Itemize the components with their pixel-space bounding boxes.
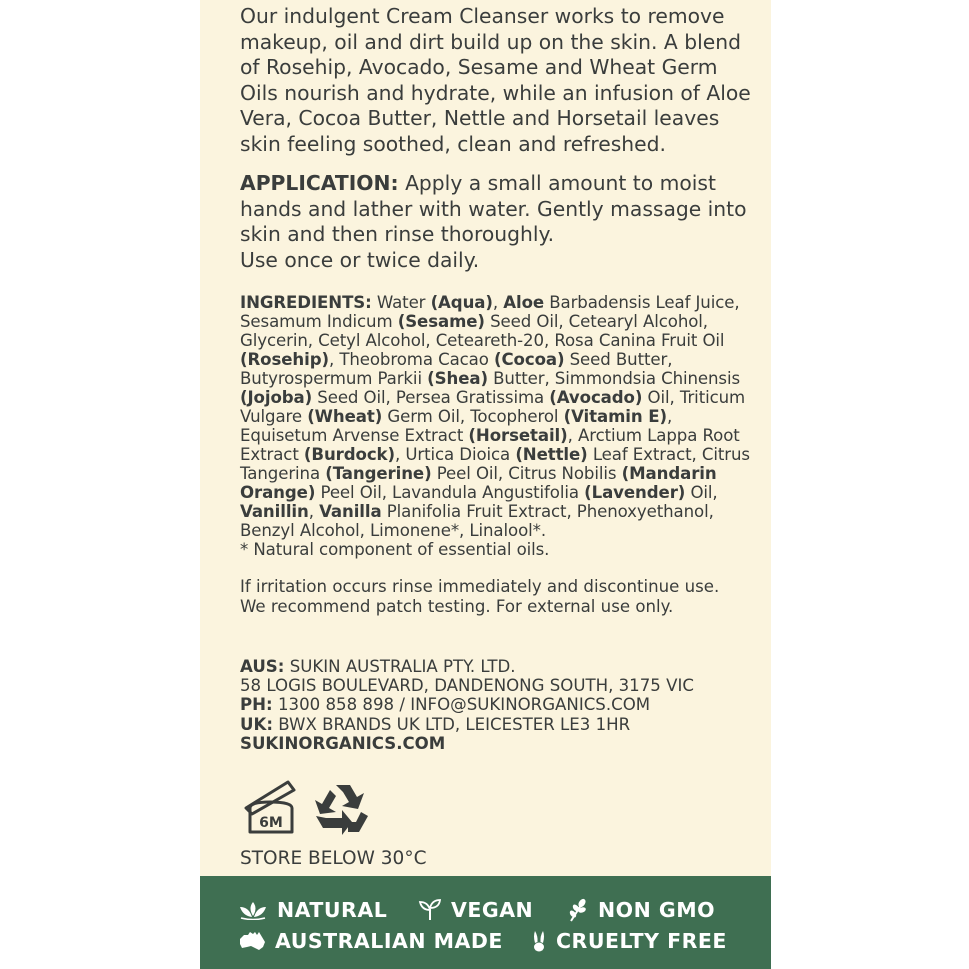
warning-section [240, 577, 760, 616]
badge-australian-made [238, 929, 503, 953]
ingredient-common-name: (Vitamin E) [563, 407, 667, 426]
badge-natural-label: NATURAL [277, 898, 388, 922]
ingredient-common-name: (Burdock) [303, 445, 395, 464]
ingredient-common-name: (Tangerine) [325, 464, 432, 483]
aus-label: AUS: [240, 657, 285, 676]
ingredient-common-name: (Shea) [427, 369, 488, 388]
ingredient-common-name: (Horsetail) [468, 426, 568, 445]
application-text: Apply a small amount to moist hands and lather with water. Gently massage into skin and then rinse thoroughly. [240, 171, 747, 246]
phone-value: 1300 858 898 / INFO@SUKINORGANICS.COM [277, 695, 651, 715]
ingredient-common-name: Vanilla [319, 502, 382, 521]
ingredient-text: Peel Oil, Lavandula Angustifolia [315, 483, 585, 502]
ingredient-text: , Theobroma Cacao [328, 350, 494, 369]
badge-vegan-label: VEGAN [451, 898, 534, 922]
ingredient-common-name: (Avocado) [549, 388, 643, 407]
ingredient-common-name: (Wheat) [307, 407, 383, 426]
aus-company: SUKIN AUSTRALIA PTY. LTD. [289, 657, 516, 676]
badge-australian-made-label: AUSTRALIAN MADE [275, 929, 503, 953]
address-section [240, 657, 760, 753]
uk-label: UK: [240, 714, 273, 734]
aus-street: 58 LOGIS BOULEVARD, DANDENONG SOUTH, 3175 VIC [240, 676, 694, 696]
ingredient-text: Butter, Simmondsia Chinensis [487, 369, 741, 388]
ingredients-note: * Natural component of essential oils. [240, 540, 550, 559]
ingredient-common-name: (Aqua) [430, 293, 493, 312]
bunny-icon [531, 930, 547, 952]
symbols-row [242, 778, 382, 838]
sprout-icon [418, 899, 442, 921]
ingredient-text: Leaf Extract, Citrus Tangerina [240, 445, 750, 483]
ingredients-list [240, 293, 750, 540]
ingredient-common-name: (Cocoa) [493, 350, 565, 369]
ingredient-text: , Equisetum Arvense Extract [240, 407, 673, 445]
website: SUKINORGANICS.COM [240, 733, 446, 753]
warning-line-1: If irritation occurs rinse immediately and discontinue use. [240, 577, 720, 596]
ingredient-common-name: (Mandarin Orange) [240, 464, 717, 502]
ingredients-label: INGREDIENTS: [240, 293, 372, 312]
label-content [240, 4, 760, 753]
uk-value: BWX BRANDS UK LTD, LEICESTER LE3 1HR [278, 714, 631, 734]
ingredient-text: , [308, 502, 320, 521]
ingredient-text: Germ Oil, Tocopherol [382, 407, 564, 426]
application-usage: Use once or twice daily. [240, 247, 480, 272]
ingredient-common-name: (Lavender) [584, 483, 686, 502]
ingredient-text: Oil, Triticum Vulgare [240, 388, 746, 426]
ingredient-text: Water [371, 293, 431, 312]
australia-map-icon [238, 930, 266, 952]
ingredient-text: , Arctium Lappa Root Extract [240, 426, 740, 464]
badge-natural [238, 898, 387, 922]
ingredient-common-name: (Nettle) [515, 445, 588, 464]
ingredient-common-name: Aloe [503, 293, 545, 312]
badge-non-gmo-label: NON GMO [598, 898, 716, 922]
ingredient-common-name: (Rosehip) [240, 350, 329, 369]
badge-non-gmo [567, 898, 715, 922]
application-label: APPLICATION: [240, 171, 399, 195]
ingredients-section [240, 293, 760, 559]
ingredient-text: Oil, [685, 483, 718, 502]
pao-label: 6M [259, 815, 283, 831]
ingredient-text: , Urtica Dioica [394, 445, 516, 464]
badge-cruelty-free-label: CRUELTY FREE [556, 929, 727, 953]
storage-text: STORE BELOW 30°C [240, 848, 427, 869]
ingredient-text: Barbadensis Leaf Juice, Sesamum Indicum [240, 293, 740, 331]
warning-line-2: We recommend patch testing. For external use only. [240, 596, 674, 616]
recycle-icon [312, 782, 374, 836]
phone-label: PH: [240, 695, 273, 715]
claims-banner [200, 876, 771, 969]
ingredient-text: Seed Oil, Persea Gratissima [312, 388, 550, 407]
ingredient-text: Planifolia Fruit Extract, Phenoxyethanol, Benzyl Alcohol, Limonene*, Linalool*. [240, 502, 714, 540]
badge-cruelty-free [531, 929, 727, 953]
ingredient-text: Seed Oil, Cetearyl Alcohol, Glycerin, Cetyl Alcohol, Ceteareth-20, Rosa Canina Fruit Oil [240, 312, 725, 350]
product-description: Our indulgent Cream Cleanser works to remove makeup, oil and dirt build up on the skin. A blend of Rosehip, Avocado, Sesame and Wheat Germ Oils nourish and hydrate, while an infusion of Aloe Vera, Cocoa Butter, Nettle and Horsetail leaves skin feeling soothed, clean and refreshed. [240, 4, 751, 156]
ingredient-text: , [492, 293, 504, 312]
period-after-opening-icon [242, 778, 298, 836]
ingredient-common-name: Vanillin [240, 502, 309, 521]
ingredient-common-name: (Jojoba) [240, 388, 313, 407]
ingredient-text: Seed Butter, Butyrospermum Parkii [240, 350, 673, 388]
application-section [240, 171, 760, 273]
ingredient-common-name: (Sesame) [397, 312, 485, 331]
ingredient-text: Peel Oil, Citrus Nobilis [431, 464, 622, 483]
badge-vegan [418, 898, 533, 922]
lotus-icon [238, 900, 268, 920]
wheat-icon [567, 898, 589, 922]
